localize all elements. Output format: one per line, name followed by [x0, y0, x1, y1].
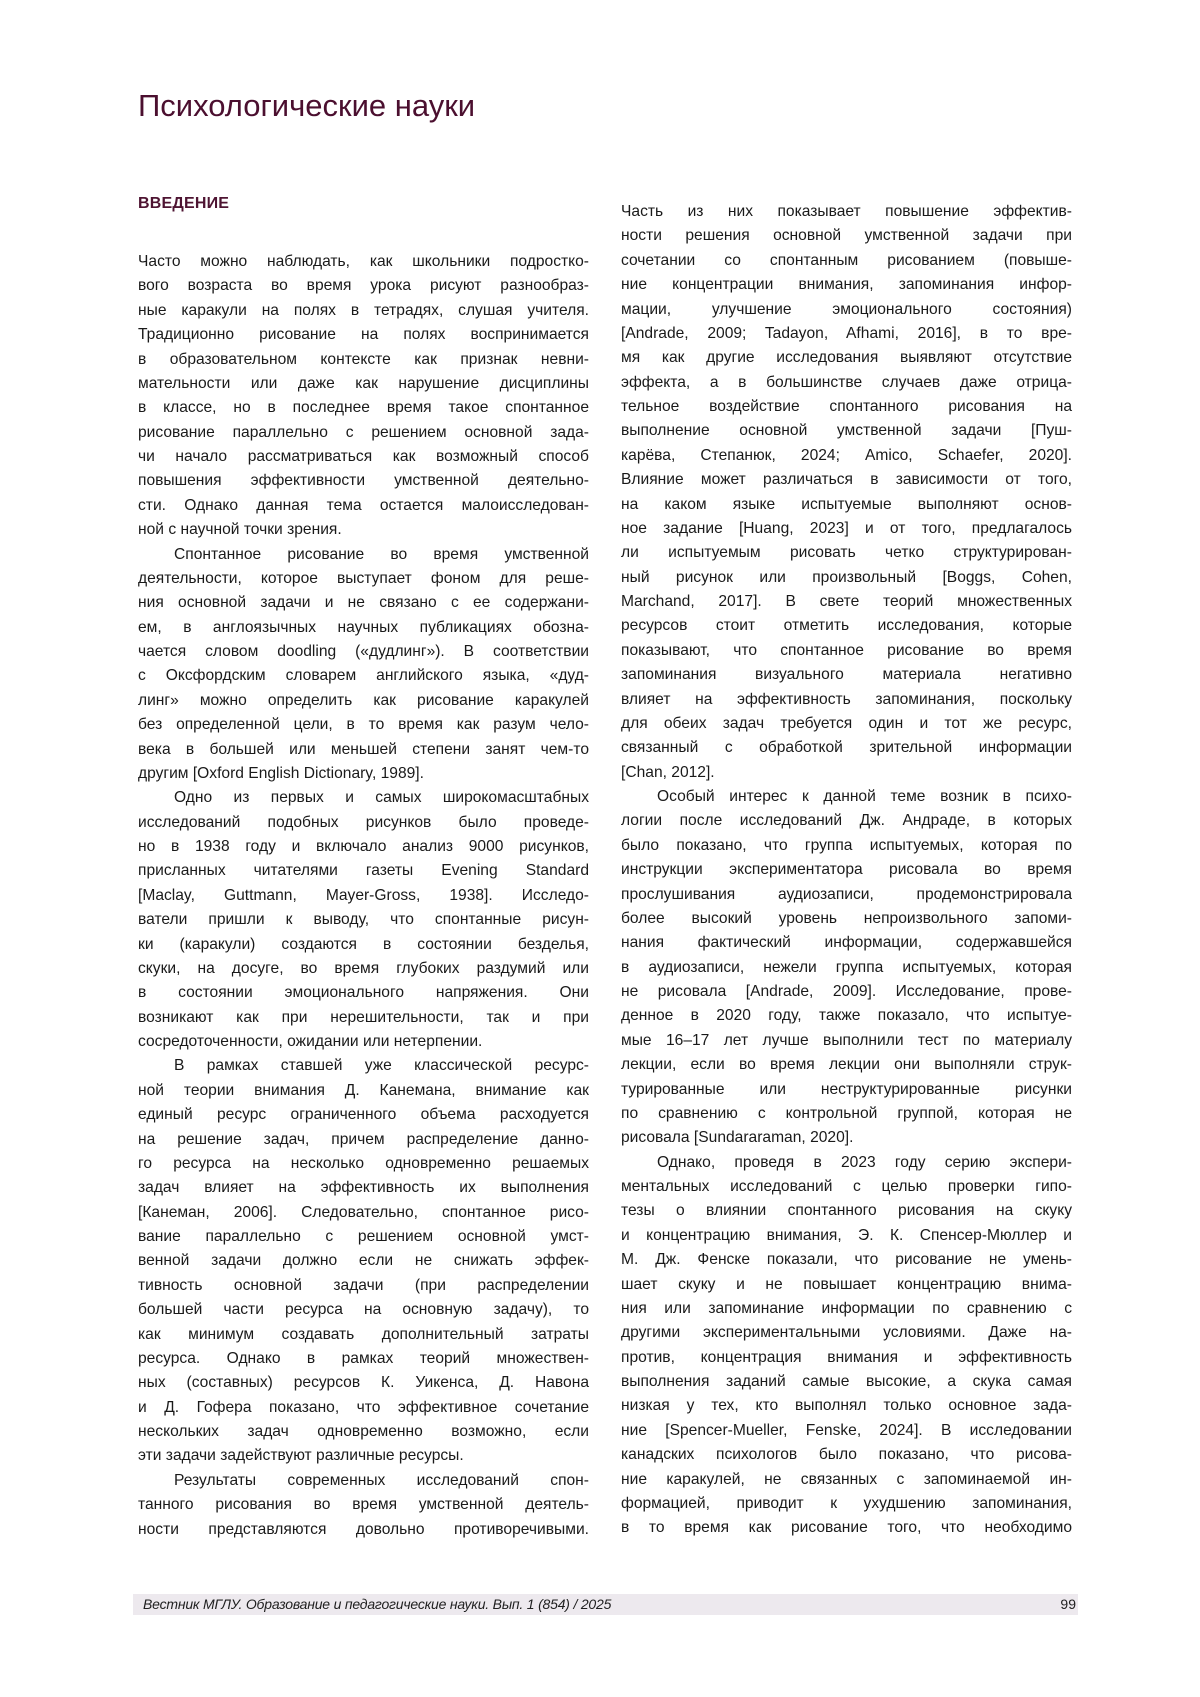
text-line: более высокий уровень непроизвольного запоми-	[621, 907, 1072, 931]
text-line: ем, в англоязычных научных публикациях обозна-	[138, 616, 589, 640]
text-line: [Chan, 2012].	[621, 761, 1072, 785]
text-line: ных (составных) ресурсов К. Уикенса, Д. Навона	[138, 1371, 589, 1395]
paragraph	[621, 785, 1072, 1151]
text-line: в аудиозаписи, нежели группа испытуемых, которая	[621, 956, 1072, 980]
text-line: с Оксфордским словарем английского языка, «дуд-	[138, 664, 589, 688]
text-line: было показано, что группа испытуемых, которая по	[621, 834, 1072, 858]
text-line: Влияние может различаться в зависимости от того,	[621, 468, 1072, 492]
text-line: задач влияет на эффективность их выполнения	[138, 1176, 589, 1200]
text-line: ватели пришли к выводу, что спонтанные рисун-	[138, 908, 589, 932]
text-line: нания фактический информации, содержавшейся	[621, 931, 1072, 955]
text-line: мательности или даже как нарушение дисциплины	[138, 372, 589, 396]
text-line: выполнения заданий самые высокие, а скука самая	[621, 1370, 1072, 1394]
text-line: формацией, приводит к ухудшению запоминания,	[621, 1492, 1072, 1516]
page-number: 99	[1060, 1595, 1076, 1614]
text-line: лекции, если во время лекции они выполняли струк-	[621, 1053, 1072, 1077]
text-line: ли испытуемым рисовать четко структурирован-	[621, 541, 1072, 565]
text-line: сочетании со спонтанным рисованием (повыше-	[621, 249, 1072, 273]
paragraph	[621, 200, 1072, 785]
text-line: ный рисунок или произвольный [Boggs, Cohen,	[621, 566, 1072, 590]
text-line: в классе, но в последнее время такое спонтанное	[138, 396, 589, 420]
text-line: и концентрацию внимания, Э. К. Спенсер-Мюллер и	[621, 1224, 1072, 1248]
text-line: сосредоточенности, ожидании или нетерпении.	[138, 1030, 589, 1054]
text-line: Особый интерес к данной теме возник в психо-	[621, 785, 1072, 809]
text-line: на каком языке испытуемые выполняют основ-	[621, 493, 1072, 517]
text-line: ки (каракули) создаются в состоянии безделья,	[138, 933, 589, 957]
text-line: присланных читателями газеты Evening Standard	[138, 859, 589, 883]
paragraph	[138, 250, 589, 543]
text-line: ности решения основной умственной задачи при	[621, 224, 1072, 248]
text-line: запоминания визуального материала негативно	[621, 663, 1072, 687]
text-line: единый ресурс ограниченного объема расходуется	[138, 1103, 589, 1127]
text-line: ния основной задачи и не связано с ее содержани-	[138, 591, 589, 615]
text-line: другим [Oxford English Dictionary, 1989].	[138, 762, 589, 786]
text-line: Однако, проведя в 2023 году серию экспери-	[621, 1151, 1072, 1175]
text-line: В рамках ставшей уже классической ресурс-	[138, 1054, 589, 1078]
text-line: на решение задач, причем распределение данно-	[138, 1128, 589, 1152]
page-footer	[133, 1594, 1078, 1615]
text-line: [Канеман, 2006]. Следовательно, спонтанное рисо-	[138, 1201, 589, 1225]
text-line: большей части ресурса на основную задачу), то	[138, 1298, 589, 1322]
text-line: другими экспериментальными условиями. Даже на-	[621, 1321, 1072, 1345]
left-column	[138, 250, 589, 1542]
text-line: низкая у тех, кто выполнял только основное зада-	[621, 1394, 1072, 1418]
text-line: ние [Spencer-Mueller, Fenske, 2024]. В исследовании	[621, 1419, 1072, 1443]
text-line: ные каракули на полях в тетрадях, слушая учителя.	[138, 299, 589, 323]
text-line: Одно из первых и самых широкомасштабных	[138, 786, 589, 810]
text-line: денное в 2020 году, также показало, что испытуе-	[621, 1004, 1072, 1028]
text-line: мые 16–17 лет лучше выполнили тест по материалу	[621, 1029, 1072, 1053]
text-line: [Andrade, 2009; Tadayon, Afhami, 2016], в то вре-	[621, 322, 1072, 346]
text-line: деятельности, которое выступает фоном для реше-	[138, 567, 589, 591]
text-line: шает скуку и не повышает концентрацию внима-	[621, 1273, 1072, 1297]
text-line: М. Дж. Фенске показали, что рисование не умень-	[621, 1248, 1072, 1272]
text-line: против, концентрация внимания и эффективность	[621, 1346, 1072, 1370]
text-line: и Д. Гофера показано, что эффективное сочетание	[138, 1396, 589, 1420]
text-line: карёва, Степанюк, 2024; Amico, Schaefer, 2020].	[621, 444, 1072, 468]
right-column	[621, 200, 1072, 1541]
paragraph	[621, 1151, 1072, 1541]
text-line: [Maclay, Guttmann, Mayer-Gross, 1938]. Исследо-	[138, 884, 589, 908]
text-line: тивность основной задачи (при распределении	[138, 1274, 589, 1298]
text-line: без определенной цели, в то время как разум чело-	[138, 713, 589, 737]
text-line: рисование параллельно с решением основной зада-	[138, 421, 589, 445]
text-line: не рисовала [Andrade, 2009]. Исследование, прове-	[621, 980, 1072, 1004]
text-line: влияет на эффективность запоминания, поскольку	[621, 688, 1072, 712]
text-line: чи начало рассматриваться как возможный способ	[138, 445, 589, 469]
text-line: нескольких задач одновременно возможно, если	[138, 1420, 589, 1444]
text-line: логии после исследований Дж. Андраде, в которых	[621, 809, 1072, 833]
text-line: ной теории внимания Д. Канемана, внимание как	[138, 1079, 589, 1103]
paragraph	[138, 1469, 589, 1542]
text-line: по сравнению с контрольной группой, которая не	[621, 1102, 1072, 1126]
text-line: ной с научной точки зрения.	[138, 518, 589, 542]
text-line: ресурса. Однако в рамках теорий множествен-	[138, 1347, 589, 1371]
text-line: го ресурса на несколько одновременно решаемых	[138, 1152, 589, 1176]
text-line: чается словом doodling («дудлинг»). В соответствии	[138, 640, 589, 664]
text-line: мя как другие исследования выявляют отсутствие	[621, 346, 1072, 370]
text-line: ментальных исследований с целью проверки гипо-	[621, 1175, 1072, 1199]
text-line: исследований подобных рисунков было проведе-	[138, 811, 589, 835]
text-line: Результаты современных исследований спон-	[138, 1469, 589, 1493]
text-line: Традиционно рисование на полях воспринимается	[138, 323, 589, 347]
text-line: повышения эффективности умственной деятельно-	[138, 469, 589, 493]
text-line: для обеих задач требуется один и тот же ресурс,	[621, 712, 1072, 736]
text-line: ресурсов стоит отметить исследования, которые	[621, 614, 1072, 638]
text-line: в то время как рисование того, что необходимо	[621, 1516, 1072, 1540]
text-line: скуки, на досуге, во время глубоких раздумий или	[138, 957, 589, 981]
text-line: Часто можно наблюдать, как школьники подростко-	[138, 250, 589, 274]
text-line: возникают как при нерешительности, так и при	[138, 1006, 589, 1030]
text-line: Часть из них показывает повышение эффектив-	[621, 200, 1072, 224]
text-line: в образовательном контексте как признак невни-	[138, 348, 589, 372]
text-line: ние концентрации внимания, запоминания инфор-	[621, 273, 1072, 297]
text-line: венной задачи должно если не снижать эффек-	[138, 1249, 589, 1273]
text-line: как минимум создавать дополнительный затраты	[138, 1323, 589, 1347]
text-line: канадских психологов было показано, что рисова-	[621, 1443, 1072, 1467]
text-line: турированные или неструктурированные рисунки	[621, 1078, 1072, 1102]
text-line: Спонтанное рисование во время умственной	[138, 543, 589, 567]
text-line: сти. Однако данная тема остается малоисследован-	[138, 494, 589, 518]
text-line: инструкции экспериментатора рисовала во время	[621, 858, 1072, 882]
text-line: рисовала [Sundararaman, 2020].	[621, 1126, 1072, 1150]
text-line: прослушивания аудиозаписи, продемонстрировала	[621, 883, 1072, 907]
text-line: линг» можно определить как рисование каракулей	[138, 689, 589, 713]
text-line: ности представляются довольно противоречивыми.	[138, 1518, 589, 1542]
paragraph	[138, 786, 589, 1054]
text-line: в состоянии эмоционального напряжения. Они	[138, 981, 589, 1005]
journal-citation: Вестник МГЛУ. Образование и педагогические науки. Вып. 1 (854) / 2025	[143, 1595, 611, 1614]
text-line: ние каракулей, не связанных с запоминаемой ин-	[621, 1468, 1072, 1492]
text-line: эти задачи задействуют различные ресурсы.	[138, 1444, 589, 1468]
text-line: связанный с обработкой зрительной информации	[621, 736, 1072, 760]
text-line: вание параллельно с решением основной умст-	[138, 1225, 589, 1249]
text-line: показывают, что спонтанное рисование во время	[621, 639, 1072, 663]
paragraph	[138, 1054, 589, 1468]
text-line: тельное воздействие спонтанного рисования на	[621, 395, 1072, 419]
section-heading: ВВЕДЕНИЕ	[138, 193, 229, 215]
text-line: ное задание [Huang, 2023] и от того, предлагалось	[621, 517, 1072, 541]
text-line: вого возраста во время урока рисуют разнообраз-	[138, 274, 589, 298]
text-line: мации, улучшение эмоционального состояния)	[621, 298, 1072, 322]
text-line: тезы о влиянии спонтанного рисования на скуку	[621, 1199, 1072, 1223]
text-line: века в большей или меньшей степени занят чем-то	[138, 738, 589, 762]
text-line: эффекта, а в большинстве случаев даже отрица-	[621, 371, 1072, 395]
text-line: выполнение основной умственной задачи [Пуш-	[621, 419, 1072, 443]
text-line: но в 1938 году и включало анализ 9000 рисунков,	[138, 835, 589, 859]
text-line: Marchand, 2017]. В свете теорий множественных	[621, 590, 1072, 614]
section-title: Психологические науки	[138, 86, 475, 126]
text-line: ния или запоминание информации по сравнению с	[621, 1297, 1072, 1321]
text-line: танного рисования во время умственной деятель-	[138, 1493, 589, 1517]
paragraph	[138, 543, 589, 787]
